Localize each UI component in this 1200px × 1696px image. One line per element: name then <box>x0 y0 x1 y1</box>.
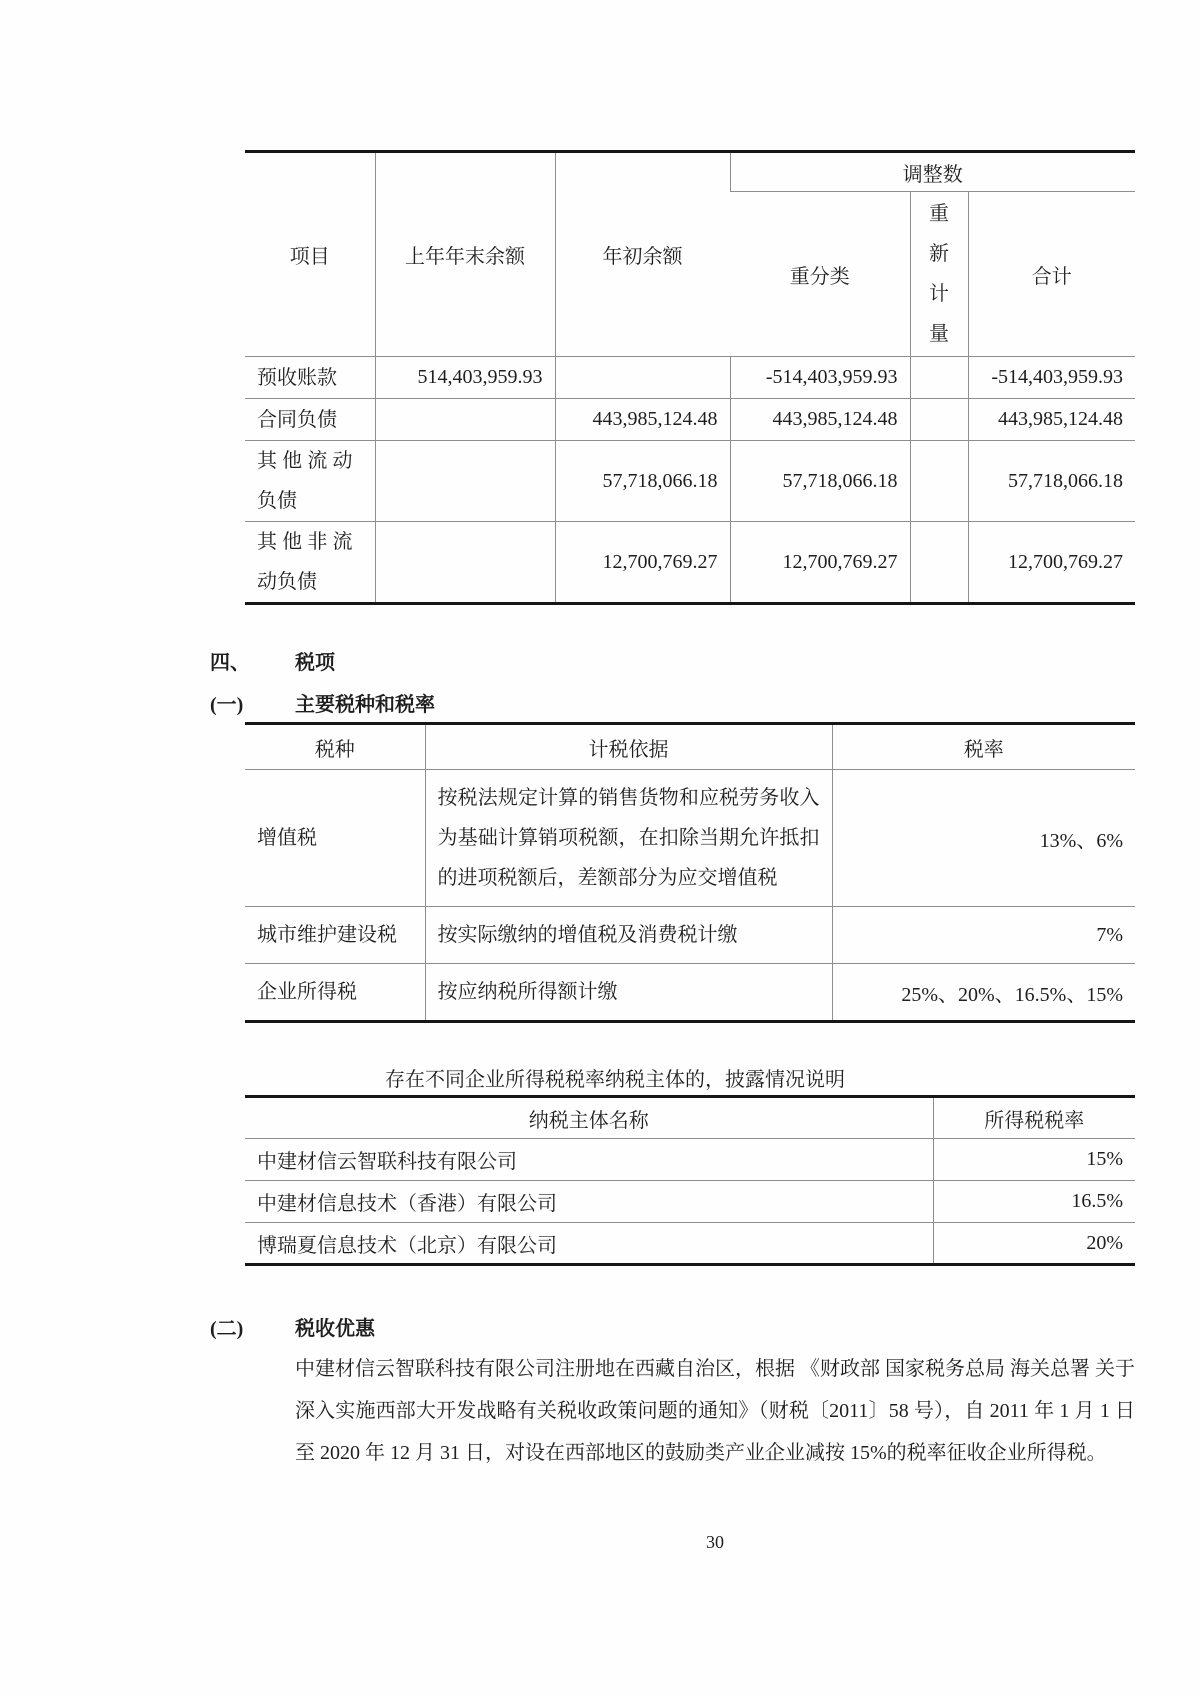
cell-item: 合同负债 <box>257 408 337 431</box>
cell-tax-type: 城市维护建设税 <box>257 924 397 946</box>
table-row <box>245 399 1135 441</box>
cell-tax-basis: 按税法规定计算的销售货物和应税劳务收入为基础计算销项税额，在扣除当期允许抵扣的进项税额后，差额部分为应交增值税 <box>425 770 832 907</box>
cell-income-tax-rate: 15% <box>933 1139 1135 1181</box>
col-header-adjustments: 调整数 <box>730 152 1135 192</box>
page-number: 30 <box>706 1532 724 1552</box>
table-header-row <box>245 724 1135 770</box>
col-header-item: 项目 <box>245 152 375 357</box>
col-header-prior-year-end-balance: 上年年末余额 <box>375 152 555 357</box>
table-row <box>245 1139 1135 1181</box>
cell-remeasurement <box>910 357 968 399</box>
cell-prior-balance <box>375 399 555 441</box>
tax-rate-table <box>245 722 1135 1023</box>
col-header-total: 合计 <box>968 192 1135 357</box>
cell-remeasurement <box>910 522 968 604</box>
cell-reclassification: 12,700,769.27 <box>730 522 910 604</box>
tax-incentive-paragraph: 中建材信云智联科技有限公司注册地在西藏自治区，根据 《财政部 国家税务总局 海关总署 关于深入实施西部大开发战略有关税收政策问题的通知》（财税〔2011〕58 号），自 2011 年 1 月 1 日至 2020 年 12 月 31 日，对设在西部地区的鼓励类产业企业减按 15%的税率征收企业所得税。 <box>295 1358 1135 1464</box>
cell-tax-basis: 按应纳税所得额计缴 <box>425 964 832 1022</box>
table-row <box>245 441 1135 522</box>
col-header-income-tax-rate: 所得税税率 <box>933 1097 1135 1139</box>
section-heading-tax <box>210 650 335 676</box>
cell-reclassification: -514,403,959.93 <box>730 357 910 399</box>
cell-tax-basis: 按实际缴纳的增值税及消费税计缴 <box>425 907 832 964</box>
cell-tax-type: 增值税 <box>257 827 317 849</box>
cell-begin-balance: 443,985,124.48 <box>555 399 730 441</box>
cell-remeasurement <box>910 441 968 522</box>
col-header-year-begin-balance: 年初余额 <box>555 152 730 357</box>
section-heading-tax-incentive <box>210 1316 375 1342</box>
cell-remeasurement <box>910 399 968 441</box>
section-title: 税项 <box>295 652 335 674</box>
table-row <box>245 964 1135 1022</box>
col-header-tax-type: 税种 <box>314 738 355 761</box>
section-title: 主要税种和税率 <box>295 694 435 716</box>
cell-reclassification: 443,985,124.48 <box>730 399 910 441</box>
section-heading-tax-types <box>210 692 435 718</box>
section-title: 税收优惠 <box>295 1318 375 1340</box>
cell-income-tax-rate: 20% <box>933 1223 1135 1265</box>
cell-begin-balance: 12,700,769.27 <box>555 522 730 604</box>
cell-prior-balance <box>375 522 555 604</box>
cell-tax-rate: 25%、20%、16.5%、15% <box>832 964 1135 1022</box>
cell-total: 57,718,066.18 <box>968 441 1135 522</box>
section-number: 四、 <box>210 652 250 674</box>
table-row <box>245 770 1135 907</box>
cell-prior-balance: 514,403,959.93 <box>375 357 555 399</box>
table-row <box>245 1223 1135 1265</box>
table-row <box>245 1181 1135 1223</box>
remeasurement-vertical-label: 重新计量 <box>929 203 949 345</box>
col-header-reclassification: 重分类 <box>730 192 910 357</box>
entity-table-caption: 存在不同企业所得税税率纳税主体的，披露情况说明 <box>385 1069 845 1091</box>
cell-total: -514,403,959.93 <box>968 357 1135 399</box>
cell-entity-name: 中建材信云智联科技有限公司 <box>257 1151 517 1173</box>
cell-entity-name: 博瑞夏信息技术（北京）有限公司 <box>257 1234 557 1257</box>
cell-item: 预收账款 <box>257 366 337 389</box>
table-header-row <box>245 1097 1135 1139</box>
cell-entity-name: 中建材信息技术（香港）有限公司 <box>257 1193 557 1215</box>
cell-total: 12,700,769.27 <box>968 522 1135 604</box>
table-row <box>245 522 1135 604</box>
cell-tax-rate: 7% <box>832 907 1135 964</box>
adjustment-table <box>245 150 1135 605</box>
cell-item: 其他流动负债 <box>257 450 353 512</box>
cell-begin-balance: 57,718,066.18 <box>555 441 730 522</box>
section-number: (二) <box>210 1318 244 1340</box>
col-header-tax-basis: 计税依据 <box>425 724 832 770</box>
cell-begin-balance <box>555 357 730 399</box>
entity-rate-table <box>245 1095 1135 1266</box>
table-header-row <box>245 152 1135 192</box>
cell-item: 其他非流动负债 <box>257 531 353 593</box>
cell-prior-balance <box>375 441 555 522</box>
cell-tax-rate: 13%、6% <box>832 770 1135 907</box>
section-number: (一) <box>210 694 244 716</box>
col-header-entity-name: 纳税主体名称 <box>528 1109 649 1132</box>
cell-tax-type: 企业所得税 <box>257 981 357 1003</box>
table-row <box>245 907 1135 964</box>
cell-total: 443,985,124.48 <box>968 399 1135 441</box>
cell-reclassification: 57,718,066.18 <box>730 441 910 522</box>
cell-income-tax-rate: 16.5% <box>933 1181 1135 1223</box>
col-header-remeasurement <box>910 192 968 357</box>
col-header-tax-rate: 税率 <box>832 724 1135 770</box>
table-row <box>245 357 1135 399</box>
